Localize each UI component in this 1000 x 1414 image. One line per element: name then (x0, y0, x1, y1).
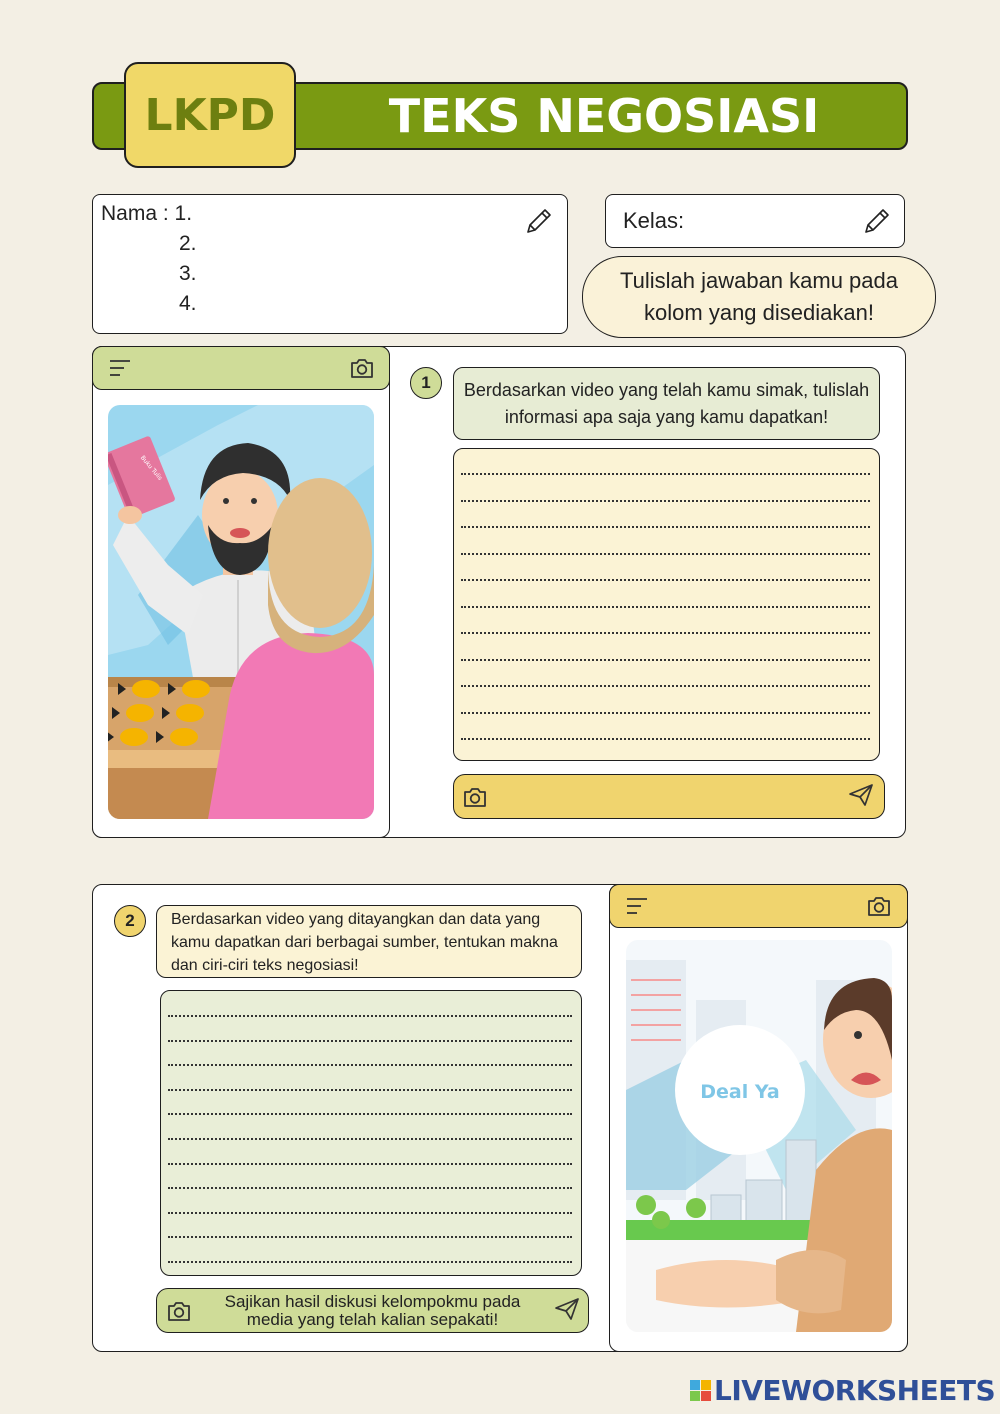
send-icon[interactable] (848, 783, 874, 807)
brand-text: LIVEWORKSHEETS (714, 1373, 996, 1407)
answer-line[interactable] (168, 1212, 572, 1214)
answer-line[interactable] (168, 1187, 572, 1189)
question-1-number: 1 (410, 367, 442, 399)
question-2-box: Berdasarkan video yang ditayangkan dan data yang kamu dapatkan dari berbagai sumber, tentukan makna dan ciri-ciri teks negosiasi! (156, 905, 582, 978)
answer-line[interactable] (168, 1236, 572, 1238)
answer-line[interactable] (461, 579, 870, 581)
answer-line[interactable] (461, 500, 870, 502)
camera-icon[interactable] (166, 1299, 192, 1323)
class-label: Kelas: (623, 208, 685, 233)
section-2-phone-bar (609, 884, 908, 928)
answer-line[interactable] (461, 606, 870, 608)
answer-line[interactable] (461, 712, 870, 714)
section-1-submit-bar[interactable] (453, 774, 885, 819)
answer-line[interactable] (168, 1138, 572, 1140)
pencil-icon[interactable] (862, 206, 892, 236)
name-number-2: 2. (179, 232, 197, 255)
answer-line[interactable] (461, 632, 870, 634)
answer-line[interactable] (461, 553, 870, 555)
book-title: Buku Tulis (138, 454, 164, 482)
camera-icon[interactable] (462, 785, 488, 809)
camera-icon[interactable] (866, 894, 892, 918)
name-number-4: 4. (179, 292, 197, 315)
answer-line[interactable] (168, 1113, 572, 1115)
section-1-phone-bar (92, 346, 390, 390)
answer-line[interactable] (168, 1261, 572, 1263)
answer-line[interactable] (461, 473, 870, 475)
answer-line[interactable] (461, 685, 870, 687)
answer-line[interactable] (461, 526, 870, 528)
answer-line[interactable] (168, 1015, 572, 1017)
answer-line[interactable] (168, 1040, 572, 1042)
name-number-3: 3. (179, 262, 197, 285)
question-1-box: Berdasarkan video yang telah kamu simak, tulislah informasi apa saja yang kamu dapatkan! (453, 367, 880, 440)
send-icon[interactable] (554, 1297, 580, 1321)
deal-illustration (626, 940, 892, 1332)
camera-icon[interactable] (349, 356, 375, 380)
question-2-number: 2 (114, 905, 146, 937)
name-label: Nama : 1. (101, 202, 193, 225)
page-title: TEKS NEGOSIASI (388, 89, 820, 143)
answer-line[interactable] (461, 659, 870, 661)
pencil-icon[interactable] (524, 206, 554, 236)
deal-bubble-text: Deal Ya (700, 1081, 780, 1103)
instruction-bubble: Tulislah jawaban kamu pada kolom yang disediakan! (582, 256, 936, 338)
logo-mark-icon (690, 1380, 711, 1401)
menu-icon[interactable] (625, 896, 649, 916)
market-illustration (108, 405, 374, 819)
submit-text: Sajikan hasil diskusi kelompokmu pada media yang telah kalian sepakati! (224, 1291, 521, 1329)
answer-line[interactable] (168, 1064, 572, 1066)
answer-2-box[interactable] (160, 990, 582, 1276)
lkpd-badge: LKPD (124, 62, 296, 168)
answer-line[interactable] (168, 1089, 572, 1091)
liveworksheets-logo (690, 1374, 995, 1406)
section-2-submit-bar[interactable] (156, 1288, 589, 1333)
answer-1-box[interactable] (453, 448, 880, 761)
answer-line[interactable] (168, 1163, 572, 1165)
menu-icon[interactable] (108, 358, 132, 378)
answer-line[interactable] (461, 738, 870, 740)
